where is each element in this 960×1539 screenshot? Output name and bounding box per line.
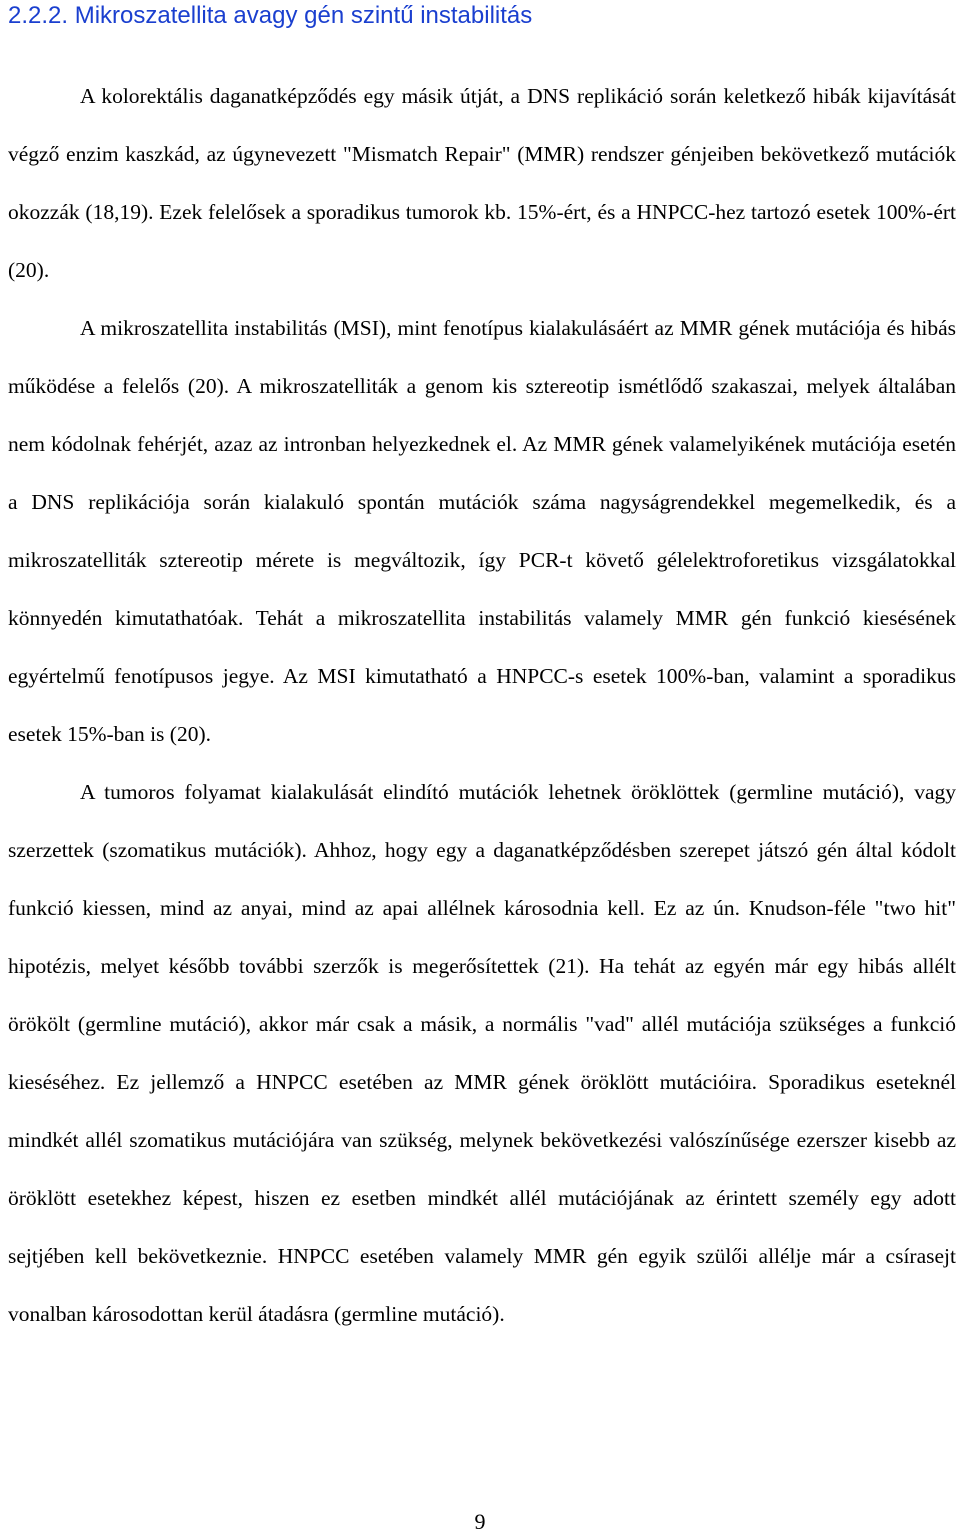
paragraph-two-hit: A tumoros folyamat kialakulását elindító mutációk lehetnek öröklöttek (germline mutáció), vagy szerzettek (szomatikus mutációk). Ahhoz, hogy egy a daganatképződésben szerepet játszó gén által kódolt funkció kiessen, mind az anyai, mind az apai allélnek károsodnia kell. Ez az ún. Knudson-féle "two hit" hipotézis, melyet később további szerzők is megerősítettek (21). Ha tehát az egyén már egy hibás allélt örökölt (germline mutáció), akkor már csak a másik, a normális "vad" allél mutációja szükséges a funkció kieséséhez. Ez jellemző a HNPCC esetében az MMR gének öröklött mutációira. Sporadikus eseteknél mindkét allél szomatikus mutációjára van szükség, melynek bekövetkezési valószínűsége ezerszer kisebb az öröklött esetekhez képest, hiszen ez esetben mindkét allél mutációjának az érintett személy egy adott sejtjében kell bekövetkeznie. HNPCC esetében valamely MMR gén egyik szülői allélje már a csírasejt vonalban károsodottan kerül átadásra (germline mutáció). bbox=[8, 780, 956, 1326]
paragraph-msi: A mikroszatellita instabilitás (MSI), mint fenotípus kialakulásáért az MMR gének mutációja és hibás működése a felelős (20). A mikroszatelliták a genom kis sztereotip ismétlődő szakaszai, melyek általában nem kódolnak fehérjét, azaz az intronban helyezkednek el. Az MMR gének valamelyikének mutációja esetén a DNS replikációja során kialakuló spontán mutációk száma nagyságrendekkel megemelkedik, és a mikroszatelliták sztereotip mérete is megváltozik, így PCR-t követő gélelektroforetikus vizsgálatokkal könnyedén kimutathatóak. Tehát a mikroszatellita instabilitás valamely MMR gén funkció kiesésének egyértelmű fenotípusos jegye. Az MSI kimutatható a HNPCC-s esetek 100%-ban, valamint a sporadikus esetek 15%-ban is (20). bbox=[8, 316, 956, 746]
document-body bbox=[8, 67, 956, 1343]
section-heading: 2.2.2. Mikroszatellita avagy gén szintű instabilitás bbox=[8, 2, 533, 29]
page-number: 9 bbox=[474, 1509, 486, 1534]
paragraph-mmr-intro: A kolorektális daganatképződés egy másik útját, a DNS replikáció során keletkező hibák kijavítását végző enzim kaszkád, az úgynevezett "Mismatch Repair" (MMR) rendszer génjeiben bekövetkező mutációk okozzák (18,19). Ezek felelősek a sporadikus tumorok kb. 15%-ért, és a HNPCC-hez tartozó esetek 100%-ért (20). bbox=[8, 84, 956, 282]
